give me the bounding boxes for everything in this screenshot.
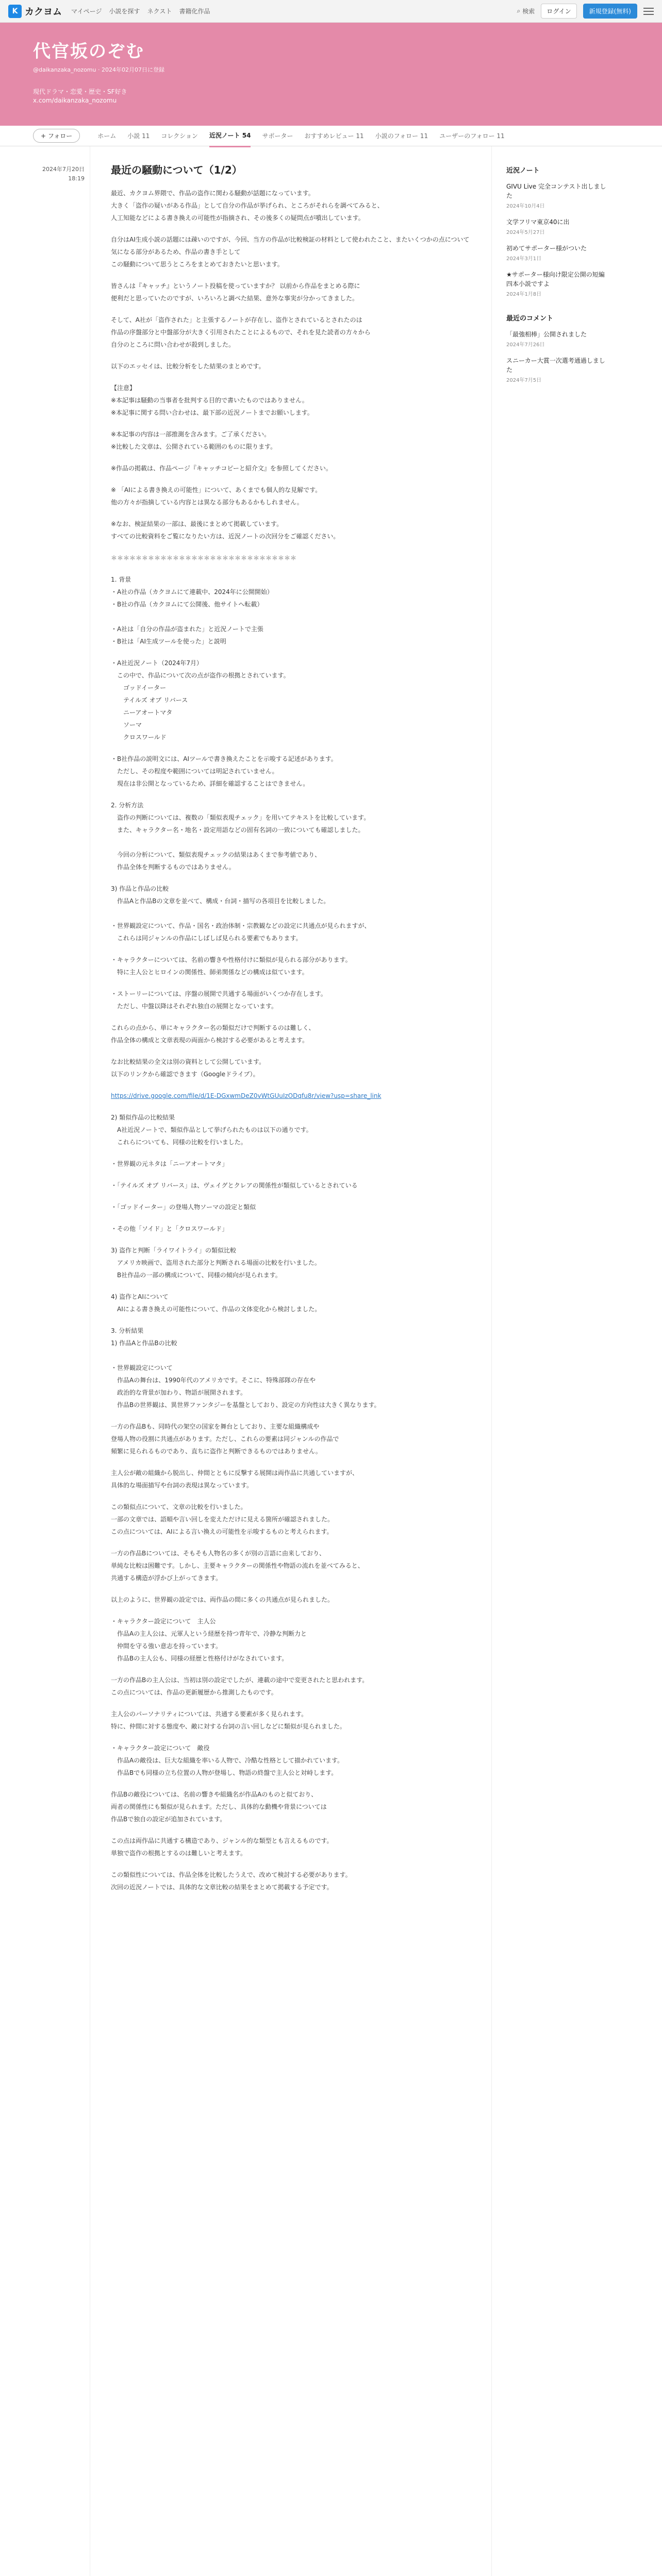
sidebar-news-item[interactable] bbox=[506, 244, 610, 262]
article-paragraph: ※ 「AIによる書き換えの可能性」について、あくまでも個人的な見解です。 他の方々が指摘している内容とは異なる部分もあるかもしれません。 bbox=[111, 486, 322, 506]
comment-item-title: 「最強相棒」公開されました bbox=[506, 331, 587, 338]
news-item-date: 2024年10月4日 bbox=[506, 204, 545, 209]
sidebar-comments-heading: 最近のコメント bbox=[506, 315, 554, 323]
article-paragraph: 1. 背景 ・A社の作品（カクヨムにて連載中、2024年に公開開始） ・B社の作品（カクヨムにて公開後、他サイトへ転載） ・A社は「自分の作品が盗まれた」と近況ノートで主張 ・B社は「AI生成ツールを使った」と説明 bbox=[111, 576, 273, 645]
news-item-title: 初めてサポーター様がついた bbox=[506, 245, 587, 252]
article-paragraph: ・A社近況ノート（2024年7月） この中で、作品について次の点が盗作の根拠とされています。 ゴッドイーター テイルズ オブ リバース ニーアオートマタ ソーマ クロスワールド bbox=[111, 659, 290, 741]
tab-novels[interactable]: 小説 11 bbox=[127, 132, 150, 140]
sidebar-news-item[interactable] bbox=[506, 217, 610, 235]
nav-search-novels[interactable]: 小説を探す bbox=[109, 8, 140, 15]
main-content bbox=[0, 146, 662, 2576]
article-paragraph: この類似性については、作品全体を比較したうえで、改めて検討する必要があります。 次回の近況ノートでは、具体的な文章比較の結果をまとめて掲載する予定です。 bbox=[111, 1871, 352, 1891]
news-article bbox=[90, 146, 492, 2576]
tab-supporters[interactable]: サポーター bbox=[262, 132, 293, 140]
comment-item-title: スニーカー大賞一次選考通過しました bbox=[506, 357, 605, 374]
site-logo[interactable] bbox=[8, 5, 62, 18]
article-paragraph: 作品Bの敵役については、名前の響きや組織名が作品Aのものと似ており、 両者の関係性にも類似が見られます。ただし、具体的な動機や背景については 作品Bで独自の設定が追加されています。 bbox=[111, 1791, 327, 1823]
news-item-date: 2024年1月8日 bbox=[506, 292, 542, 297]
sidebar-news-item[interactable] bbox=[506, 270, 610, 297]
sidebar-news-heading: 近況ノート bbox=[506, 167, 540, 175]
post-time: 18:19 bbox=[68, 175, 85, 182]
article-paragraph: 4) 盗作とAIについて AIによる書き換えの可能性について、作品の文体変化から検討しました。 bbox=[111, 1293, 321, 1313]
article-body bbox=[111, 187, 471, 1893]
post-meta bbox=[33, 146, 90, 2576]
article-paragraph: 主人公が敵の組織から脱出し、仲間とともに反撃する展開は両作品に共通していますが、 具体的な場面描写や台詞の表現は異なっています。 bbox=[111, 1469, 359, 1489]
top-bar bbox=[0, 0, 662, 23]
sidebar bbox=[492, 146, 610, 2576]
article-paragraph: ※作品の掲載は、作品ページ『キャッチコピーと紹介文』を参照してください。 bbox=[111, 465, 332, 472]
hamburger-menu-icon[interactable] bbox=[643, 8, 654, 15]
article-paragraph: 一方の作品Bについては、そもそも人物名の多くが別の言語に由来しており、 単純な比較は困難です。しかし、主要キャラクターの関係性や物語の流れを並べてみると、 共通する構造が浮かび上がってきます。 bbox=[111, 1550, 364, 1582]
tab-news[interactable]: 近況ノート 54 bbox=[209, 125, 251, 147]
article-paragraph: 一方の作品Bも、同時代の架空の国家を舞台としており、主要な組織構成や 登場人物の役割に共通点があります。ただし、これらの要素は同ジャンルの作品で 頻繁に見られるものであり、直ちに盗作と判断できるものではありません。 bbox=[111, 1423, 339, 1455]
tab-followed-novels[interactable]: 小説のフォロー 11 bbox=[375, 132, 428, 140]
nav-next[interactable]: ネクスト bbox=[147, 8, 172, 15]
profile-handle: @daikanzaka_nozomu · 2024年02月07日に登録 bbox=[33, 66, 164, 73]
top-search-button[interactable] bbox=[517, 7, 535, 15]
article-paragraph: ・キャラクターについては、名前の響きや性格付けに類似が見られる部分があります。 特に主人公とヒロインの関係性、師弟関係などの構成は似ています。 bbox=[111, 956, 352, 976]
article-paragraph: ・「テイルズ オブ リバース」は、ヴェイグとクレアの関係性が類似しているとされている bbox=[111, 1182, 358, 1189]
login-button[interactable]: ログイン bbox=[541, 4, 576, 19]
article-paragraph: 主人公のパーソナリティについては、共通する要素が多く見られます。 特に、仲間に対する態度や、敵に対する台詞の言い回しなどに類似が見られました。 bbox=[111, 1710, 346, 1730]
article-paragraph: これらの点から、単にキャラクター名の類似だけで判断するのは難しく、 作品全体の構成と文章表現の両面から検討する必要があると考えます。 bbox=[111, 1024, 315, 1044]
article-paragraph: 3. 分析結果 1) 作品Aと作品Bの比較 ・世界観設定について 作品Aの舞台は、1990年代のアメリカです。そこに、特殊部隊の存在や 政治的な背景が加わり、物語が展開されます。 作品Bの世界観は、異世界ファンタジーを基盤としており、設定の方向性は大きく異なります。 bbox=[111, 1327, 380, 1409]
article-paragraph: 3) 作品と作品の比較 作品Aと作品Bの文章を並べて、構成・台詞・描写の各項目を比較しました。 ・世界観設定について、作品・国名・政治体制・宗教観などの設定に共通点が見られますが、 これらは同ジャンルの作品にしばしば見られる要素でもあります。 bbox=[111, 885, 371, 942]
article-paragraph: 2. 分析方法 盗作の判断については、複数の「類似表現チェック」を用いてテキストを比較しています。 また、キャラクター名・地名・設定用語などの固有名詞の一致についても確認しました。 今回の分析について、類似表現チェックの結果はあくまで参考値であり、 作品全体を判断するものではありません。 bbox=[111, 802, 370, 871]
news-item-date: 2024年3月1日 bbox=[506, 256, 542, 262]
sidebar-news-section bbox=[506, 165, 610, 297]
article-paragraph: そして、A社が「盗作された」と主張するノートが存在し、盗作とされているとされたのは 作品の序盤部分と中盤部分が大きく引用されたことによるもので、それを見た読者の方々から 自分のところに問い合わせが殺到しました。 bbox=[111, 316, 371, 348]
article-paragraph: 最近、カクヨム界隈で、作品の盗作に関わる騒動が話題になっています。 大きく「盗作の疑いがある作品」として自分の作品が挙げられ、ところがそれらを調べてみると、 人工知能などによる書き換えの可能性が指摘され、その後多くの疑問点が噴出しています。 bbox=[111, 190, 384, 222]
article-paragraph: ・ストーリーについては、序盤の展開で共通する場面がいくつか存在します。 ただし、中盤以降はそれぞれ独自の展開となっています。 bbox=[111, 990, 327, 1010]
article-paragraph: この点は両作品に共通する構造であり、ジャンル的な類型とも言えるものです。 単独で盗作の根拠とするのは難しいと考えます。 bbox=[111, 1837, 333, 1857]
top-nav bbox=[71, 7, 210, 15]
article-paragraph: 3) 盗作と判断「ライワイトライ」の類似比較 アメリカ映画で、盗用された部分と判断される場面の比較を行いました。 B社作品の一部の構成について、同様の傾向が見られます。 bbox=[111, 1247, 321, 1279]
sidebar-comment-item[interactable] bbox=[506, 330, 610, 348]
profile-name: 代官坂のぞむ bbox=[33, 41, 144, 62]
profile-tabs bbox=[0, 126, 662, 146]
profile-link[interactable]: x.com/daikanzaka_nozomu bbox=[33, 97, 117, 105]
tab-followed-users[interactable]: ユーザーのフォロー 11 bbox=[439, 132, 505, 140]
article-paragraph: 2) 類似作品の比較結果 A社近況ノートで、類似作品として挙げられたものは以下の通りです。 これらについても、同様の比較を行いました。 bbox=[111, 1114, 312, 1146]
article-paragraph: この類似点について、文章の比較を行いました。 一部の文章では、語順や言い回しを変えただけに見える箇所が確認されました。 この点については、AIによる言い換えの可能性を示唆するものと考えられます。 bbox=[111, 1503, 334, 1535]
article-paragraph: なお比較結果の全文は別の資料として公開しています。 以下のリンクから確認できます（Googleドライブ）。 bbox=[111, 1058, 266, 1078]
tab-home[interactable]: ホーム bbox=[97, 132, 117, 140]
article-paragraph: 【注意】 ※本記事は騒動の当事者を批判する目的で書いたものではありません。 ※本記事に関する問い合わせは、最下部の近況ノートまでお願いします。 bbox=[111, 384, 313, 416]
tab-reviews[interactable]: おすすめレビュー 11 bbox=[304, 132, 364, 140]
article-paragraph: ※本記事の内容は一部推測を含みます。ご了承ください。 ※比較した文章は、公開されている範囲のものに限ります。 bbox=[111, 431, 277, 450]
article-paragraph: ※なお、検証結果の一部は、最後にまとめて掲載しています。 すべての比較資料をご覧になりたい方は、近況ノートの次回分をご確認ください。 bbox=[111, 520, 340, 540]
logo-icon: K bbox=[8, 5, 22, 18]
search-icon: ⌕ bbox=[517, 7, 521, 14]
article-paragraph: ＊＊＊＊＊＊＊＊＊＊＊＊＊＊＊＊＊＊＊＊＊＊＊＊＊＊＊＊＊＊ bbox=[111, 554, 297, 562]
article-title: 最近の騒動について（1/2） bbox=[111, 164, 242, 176]
article-link[interactable]: https://drive.google.com/file/d/1E-DGxwmDeZ0vWtGUuIzODqfu8r/view?usp=share_link bbox=[111, 1092, 382, 1099]
article-paragraph: 以上のように、世界観の設定では、両作品の間に多くの共通点が見られました。 bbox=[111, 1596, 334, 1603]
follow-label: フォロー bbox=[47, 132, 73, 140]
news-item-title: 文学フリマ東京40に出 bbox=[506, 218, 570, 226]
article-paragraph: 皆さんは『キャッチ』というノート投稿を使っていますか？ 以前から作品をまとめる際に 便利だと思っていたのですが、いろいろと調べた結果、意外な事実が分かってきました。 bbox=[111, 282, 360, 302]
article-paragraph: ・B社作品の説明文には、AIツールで書き換えたことを示唆する記述があります。 ただし、その程度や範囲については明記されていません。 現在は非公開となっているため、詳細を確認することはできません。 bbox=[111, 755, 337, 787]
article-paragraph: ・世界観の元ネタは「ニーアオートマタ」 bbox=[111, 1160, 228, 1167]
article-paragraph: ・キャラクター設定について 敵役 作品Aの敵役は、巨大な組織を率いる人物で、冷酷な性格として描かれています。 作品Bでも同様の立ち位置の人物が登場し、物語の終盤で主人公と対峙します。 bbox=[111, 1744, 344, 1776]
sidebar-comments-section bbox=[506, 313, 610, 383]
article-paragraph: 以下のエッセイは、比較分析をした結果のまとめです。 bbox=[111, 363, 265, 370]
profile-header bbox=[0, 23, 662, 126]
article-paragraph: ・その他「ソイド」と「クロスワールド」 bbox=[111, 1225, 228, 1232]
nav-mypage[interactable]: マイページ bbox=[71, 8, 102, 15]
follow-button[interactable] bbox=[33, 129, 80, 143]
nav-published[interactable]: 書籍化作品 bbox=[179, 8, 210, 15]
plus-icon: + bbox=[41, 132, 48, 140]
logo-text: カクヨム bbox=[25, 6, 62, 18]
comment-item-date: 2024年7月26日 bbox=[506, 342, 545, 348]
news-item-title: GIVU Live 完全コンテスト出しました bbox=[506, 183, 606, 199]
article-paragraph: ・キャラクター設定について 主人公 作品Aの主人公は、元軍人という経歴を持つ青年で、冷静な判断力と 仲間を守る強い意志を持っています。 作品Bの主人公も、同様の経歴と性格付けがなされています。 bbox=[111, 1618, 307, 1662]
sidebar-comment-item[interactable] bbox=[506, 356, 610, 383]
profile-description: 現代ドラマ・恋愛・歴史・SF好き bbox=[33, 88, 127, 95]
article-paragraph: 一方の作品Bの主人公は、当初は別の設定でしたが、連載の途中で変更されたと思われます。 この点については、作品の更新履歴から推測したものです。 bbox=[111, 1676, 369, 1696]
article-paragraph: ・「ゴッドイーター」の登場人物ソーマの設定と類似 bbox=[111, 1204, 256, 1211]
article-paragraph: 自分はAI生成小説の話題には疎いのですが、今回、当方の作品が比較検証の材料として使われたこと、またいくつかの点について気になる部分があるため、作品の書き手として この騒動について思うところをまとめておきたいと思います。 bbox=[111, 236, 470, 268]
register-button[interactable]: 新規登録(無料) bbox=[583, 4, 637, 19]
post-date: 2024年7月20日 bbox=[42, 166, 85, 173]
tab-collections[interactable]: コレクション bbox=[161, 132, 198, 140]
news-item-date: 2024年5月27日 bbox=[506, 230, 545, 235]
search-label: 検索 bbox=[522, 8, 535, 15]
news-item-title: ★サポーター様向け限定公開の短編四本小説ですよ bbox=[506, 271, 605, 287]
comment-item-date: 2024年7月5日 bbox=[506, 378, 542, 383]
sidebar-news-item[interactable] bbox=[506, 182, 610, 209]
